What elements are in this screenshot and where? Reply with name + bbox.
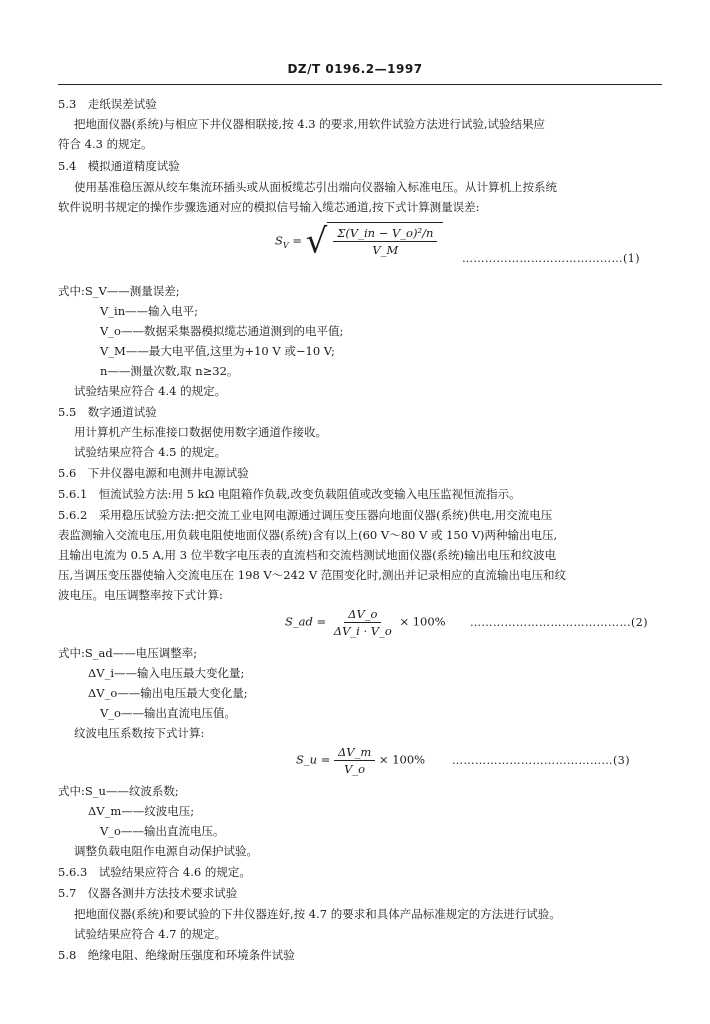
- paragraph-line: 用计算机产生标准接口数据使用数字通道作接收。: [74, 425, 327, 439]
- where-line: V_o——输出直流电压值。: [100, 706, 236, 720]
- where-line: ΔV_o——输出电压最大变化量;: [88, 686, 248, 700]
- where-line: V_M——最大电平值,这里为+10 V 或−10 V;: [100, 344, 335, 358]
- formula-3-lhs: S_u =: [296, 752, 331, 767]
- paragraph-line: 符合 4.3 的规定。: [58, 137, 153, 151]
- paragraph-line: 且输出电流为 0.5 A,用 3 位半数字电压表的直流档和交流档测试地面仪器(系统)输出电压和纹波电: [58, 548, 557, 562]
- where-line: V_o——输出直流电压。: [100, 824, 225, 838]
- section-5-8-title: 5.8 绝缘电阻、绝缘耐压强度和环境条件试验: [58, 948, 295, 962]
- equation-number-2: ……………………………………(2): [470, 616, 649, 629]
- paragraph-line: 表监测输入交流电压,用负载电阻使地面仪器(系统)含有以上(60 V～80 V 或 150 V)两种输出电压,: [58, 528, 558, 542]
- section-5-7-title: 5.7 仪器各测井方法技术要求试验: [58, 886, 238, 900]
- where-line: ΔV_i——输入电压最大变化量;: [88, 666, 245, 680]
- formula-1-denominator: V_M: [372, 243, 399, 257]
- header-rule: [58, 84, 662, 85]
- where-line: 式中:S_V——测量误差;: [58, 284, 180, 298]
- paragraph-line: 把地面仪器(系统)与相应下井仪器相联接,按 4.3 的要求,用软件试验方法进行试验,试验结果应: [74, 117, 546, 131]
- paragraph-line: 使用基准稳压源从绞车集流环插头或从面板缆芯引出端向仪器输入标准电压。从计算机上按系统: [74, 180, 557, 194]
- formula-1: $S_V$ = √ $\frac{\text{Σ(V\_in − V\_o)²/n}}{V\_M}$: [275, 222, 443, 259]
- where-line: 式中:S_ad——电压调整率;: [58, 646, 198, 660]
- section-5-3-title: 5.3 走纸误差试验: [58, 97, 157, 111]
- paragraph-line: 调整负载电阻作电源自动保护试验。: [74, 844, 258, 858]
- equation-number-1: ……………………………………(1): [462, 252, 641, 265]
- sqrt-sign: √: [305, 221, 328, 262]
- section-5-5-title: 5.5 数字通道试验: [58, 405, 157, 419]
- where-line: ΔV_m——纹波电压;: [88, 804, 195, 818]
- formula-2-tail: × 100%: [399, 614, 446, 629]
- where-line: 式中:S_u——纹波系数;: [58, 784, 179, 798]
- paragraph-line: 把地面仪器(系统)和要试验的下井仪器连好,按 4.7 的要求和具体产品标准规定的方法进行试验。: [74, 907, 561, 921]
- formula-1-lhs: S: [275, 233, 283, 248]
- equation-number-3: ……………………………………(3): [452, 754, 631, 767]
- paragraph-line: 5.6.3 试验结果应符合 4.6 的规定。: [58, 865, 251, 879]
- paragraph-line: 压,当调压变压器使输入交流电压在 198 V～242 V 范围变化时,测出并记录相应的直流输出电压和纹: [58, 568, 566, 582]
- where-line: V_o——数据采集器模拟缆芯通道测到的电平值;: [100, 324, 344, 338]
- standard-header: DZ/T 0196.2—1997: [287, 62, 423, 76]
- paragraph-line: 软件说明书规定的操作步骤选通对应的模拟信号输入缆芯通道,按下式计算测量误差:: [58, 200, 480, 214]
- paragraph-line: 5.6.2 采用稳压试验方法:把交流工业电网电源通过调压变压器向地面仪器(系统)供电,用交流电压: [58, 508, 553, 522]
- formula-1-lhs-sub: V: [282, 240, 289, 250]
- where-line: V_in——输入电平;: [100, 304, 199, 318]
- paragraph-line: 试验结果应符合 4.5 的规定。: [74, 445, 227, 459]
- formula-2-lhs: S_ad =: [285, 614, 327, 629]
- paragraph-line: 试验结果应符合 4.7 的规定。: [74, 927, 227, 941]
- paragraph-line: 试验结果应符合 4.4 的规定。: [74, 384, 227, 398]
- paragraph-line: 波电压。电压调整率按下式计算:: [58, 588, 223, 602]
- formula-2: [285, 606, 446, 639]
- section-5-4-title: 5.4 模拟通道精度试验: [58, 159, 180, 173]
- formula-2-denominator: ΔV_i · V_o: [333, 624, 392, 638]
- paragraph-line: 5.6.1 恒流试验方法:用 5 kΩ 电阻箱作负载,改变负载阻值或改变输入电压监视恒流指示。: [58, 487, 521, 501]
- formula-3: [296, 744, 425, 777]
- formula-3-denominator: V_o: [344, 762, 366, 776]
- formula-3-numerator: ΔV_m: [334, 744, 375, 761]
- section-5-6-title: 5.6 下井仪器电源和电测井电源试验: [58, 466, 249, 480]
- formula-2-numerator: ΔV_o: [344, 606, 381, 623]
- formula-1-numerator: Σ(V_in − V_o)²/n: [333, 225, 437, 242]
- formula-1-root: [327, 222, 443, 258]
- where-line: n——测量次数,取 n≥32。: [100, 364, 239, 378]
- formula-3-tail: × 100%: [378, 752, 426, 767]
- paragraph-line: 纹波电压系数按下式计算:: [74, 726, 205, 740]
